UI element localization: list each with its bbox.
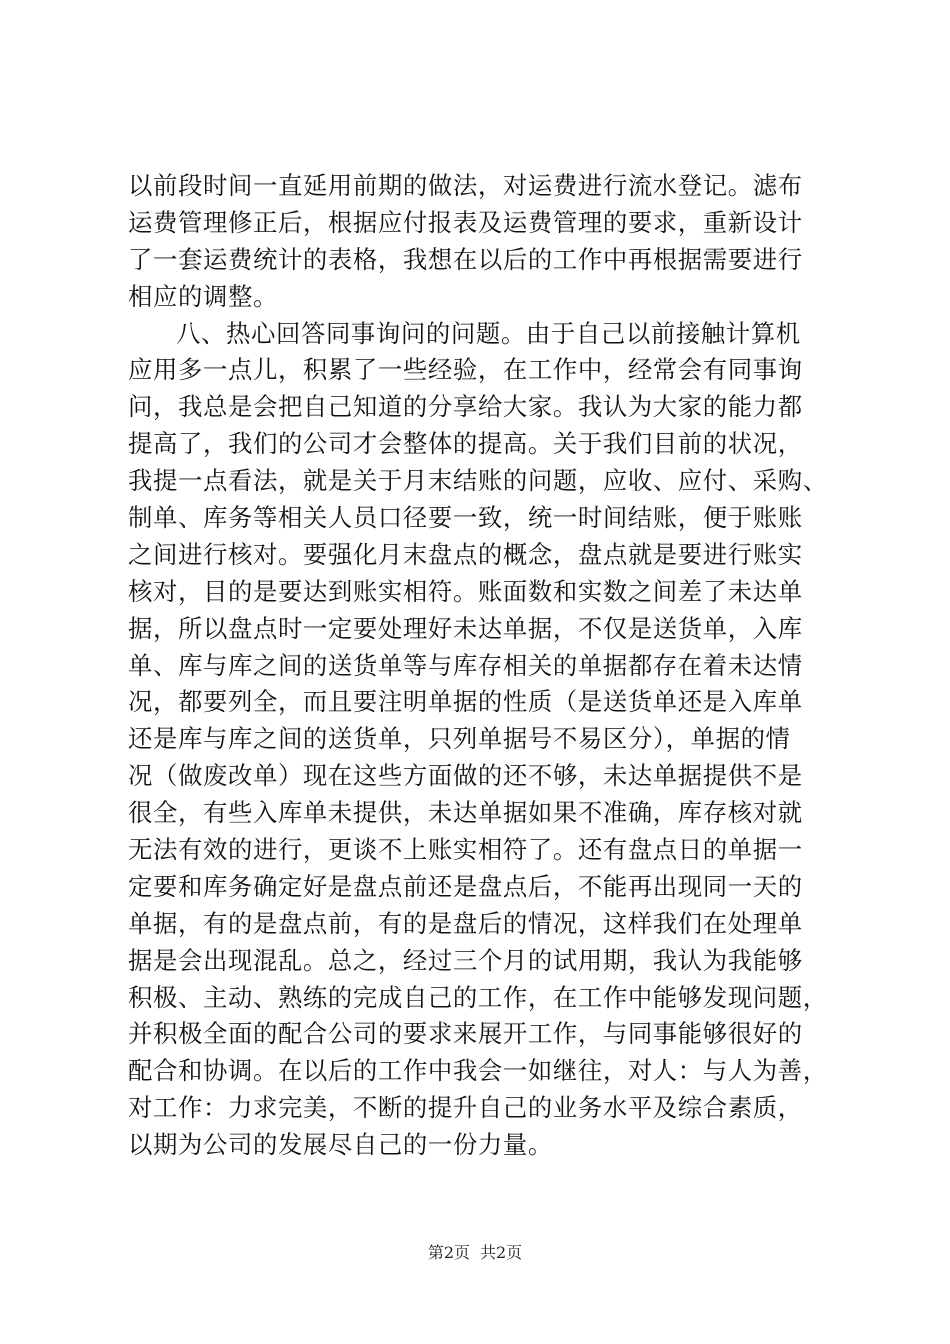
text-line: 据是会出现混乱。总之，经过三个月的试用期，我认为我能够 bbox=[128, 945, 803, 975]
text-line: 积极、主动、熟练的完成自己的工作，在工作中能够发现问题， bbox=[128, 982, 828, 1012]
text-line: 对工作：力求完美，不断的提升自己的业务水平及综合素质， bbox=[128, 1093, 803, 1123]
text-line: 并积极全面的配合公司的要求来展开工作，与同事能够很好的 bbox=[128, 1019, 803, 1049]
text-line: 运费管理修正后，根据应付报表及运费管理的要求，重新设计 bbox=[128, 207, 803, 237]
page-footer bbox=[0, 1241, 950, 1265]
page-number: 第2页 bbox=[427, 1243, 470, 1262]
text-line: 还是库与库之间的送货单，只列单据号不易区分），单据的情 bbox=[128, 724, 791, 754]
text-line: 提高了，我们的公司才会整体的提高。关于我们目前的状况， bbox=[128, 429, 803, 459]
text-line: 据，所以盘点时一定要处理好未达单据，不仅是送货单，入库 bbox=[128, 613, 803, 643]
text-line: 以前段时间一直延用前期的做法，对运费进行流水登记。滤布 bbox=[128, 171, 803, 200]
body-text bbox=[128, 168, 838, 1164]
paragraph-start-line: 八、热心回答同事询问的问题。由于自己以前接触计算机 bbox=[176, 318, 801, 348]
text-line: 况（做废改单）现在这些方面做的还不够，未达单据提供不是 bbox=[128, 761, 803, 791]
text-line: 制单、库务等相关人员口径要一致，统一时间结账，便于账账 bbox=[128, 503, 803, 533]
text-line: 无法有效的进行，更谈不上账实相符了。还有盘点日的单据一 bbox=[128, 835, 803, 865]
text-line: 我提一点看法，就是关于月末结账的问题，应收、应付、采购、 bbox=[128, 466, 828, 496]
text-line: 以期为公司的发展尽自己的一份力量。 bbox=[128, 1130, 553, 1160]
text-line: 之间进行核对。要强化月末盘点的概念，盘点就是要进行账实 bbox=[128, 539, 803, 569]
text-line: 配合和协调。在以后的工作中我会一如继往，对人：与人为善， bbox=[128, 1056, 828, 1086]
text-line: 了一套运费统计的表格，我想在以后的工作中再根据需要进行 bbox=[128, 244, 803, 274]
text-line: 很全，有些入库单未提供，未达单据如果不准确，库存核对就 bbox=[128, 798, 803, 828]
page-total: 共2页 bbox=[480, 1243, 523, 1262]
text-line: 问，我总是会把自己知道的分享给大家。我认为大家的能力都 bbox=[128, 392, 803, 422]
text-line: 相应的调整。 bbox=[128, 281, 278, 311]
text-line: 单据，有的是盘点前，有的是盘后的情况，这样我们在处理单 bbox=[128, 908, 803, 938]
text-line: 应用多一点儿，积累了一些经验，在工作中，经常会有同事询 bbox=[128, 355, 803, 385]
text-line: 定要和库务确定好是盘点前还是盘点后，不能再出现同一天的 bbox=[128, 871, 803, 901]
text-line: 况，都要列全，而且要注明单据的性质（是送货单还是入库单 bbox=[128, 687, 803, 717]
text-line: 核对，目的是要达到账实相符。账面数和实数之间差了未达单 bbox=[128, 576, 803, 606]
text-line: 单、库与库之间的送货单等与库存相关的单据都存在着未达情 bbox=[128, 650, 803, 680]
